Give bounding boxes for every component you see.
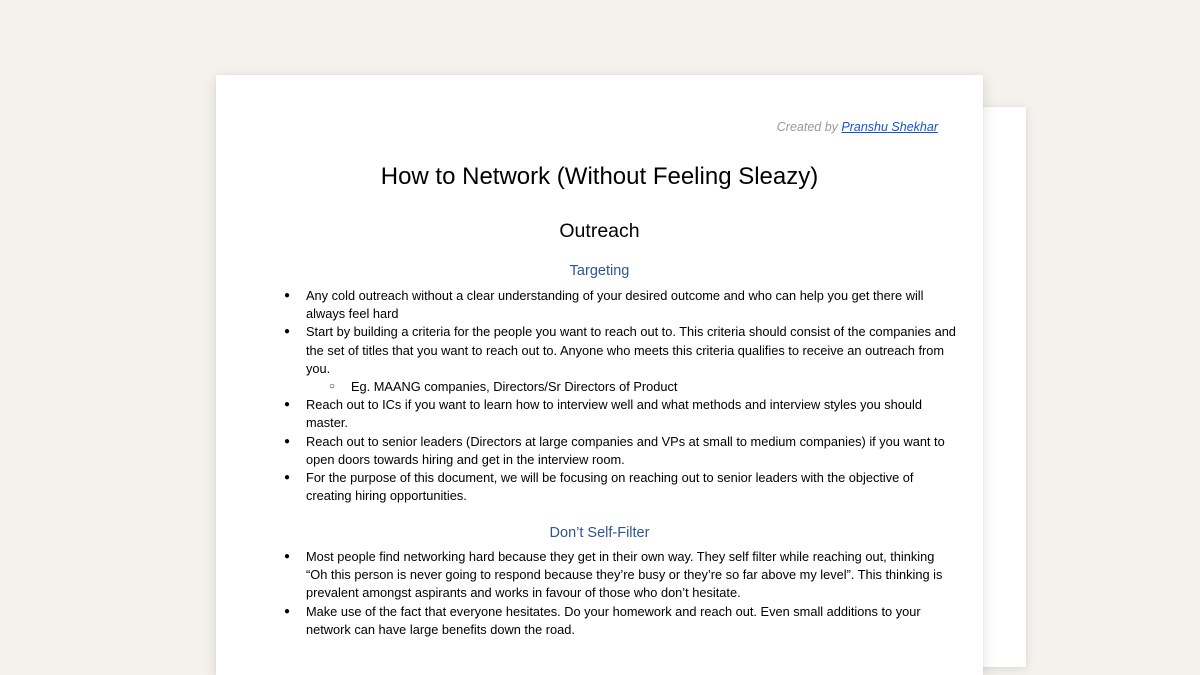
sub-list-item: ○ Eg. MAANG companies, Directors/Sr Directors of Product: [351, 378, 956, 396]
author-link[interactable]: Pranshu Shekhar: [841, 120, 938, 134]
list-item: ● Make use of the fact that everyone hesitates. Do your homework and reach out. Even small additions to your network can have large benefits down the road.: [306, 603, 956, 639]
list-item: ● Any cold outreach without a clear understanding of your desired outcome and who can help you get there will always feel hard: [306, 287, 956, 323]
list-item: ● For the purpose of this document, we will be focusing on reaching out to senior leaders with the objective of creating hiring opportunities.: [306, 469, 956, 505]
list-item: ● Start by building a criteria for the people you want to reach out to. This criteria should consist of the companies and the set of titles that you want to reach out to. Anyone who meets this criteria qualifies to receive an outreach from you.: [306, 323, 956, 378]
section-heading-targeting: Targeting: [569, 263, 630, 279]
list-item: ● Most people find networking hard because they get in their own way. They self filter while reaching out, thinking “Oh this person is never going to respond because they’re busy or they’re so far above my level”. This thinking is prevalent amongst aspirants and works in favour of those who don’t hesitate.: [306, 548, 956, 603]
list-item: ● Reach out to ICs if you want to learn how to interview well and what methods and interview styles you should master.: [306, 396, 956, 432]
document-title: How to Network (Without Feeling Sleazy): [380, 163, 819, 190]
author-credit: [777, 120, 938, 134]
document-page: [216, 75, 983, 675]
self-filter-bullet-list: [306, 548, 956, 639]
document-subtitle: Outreach: [559, 220, 640, 242]
targeting-bullet-list: [306, 287, 956, 505]
section-heading-dont-self-filter: Don’t Self-Filter: [549, 525, 650, 541]
list-item: ● Reach out to senior leaders (Directors at large companies and VPs at small to medium companies) if you want to open doors towards hiring and get in the interview room.: [306, 433, 956, 469]
credit-prefix: Created by: [776, 120, 838, 134]
